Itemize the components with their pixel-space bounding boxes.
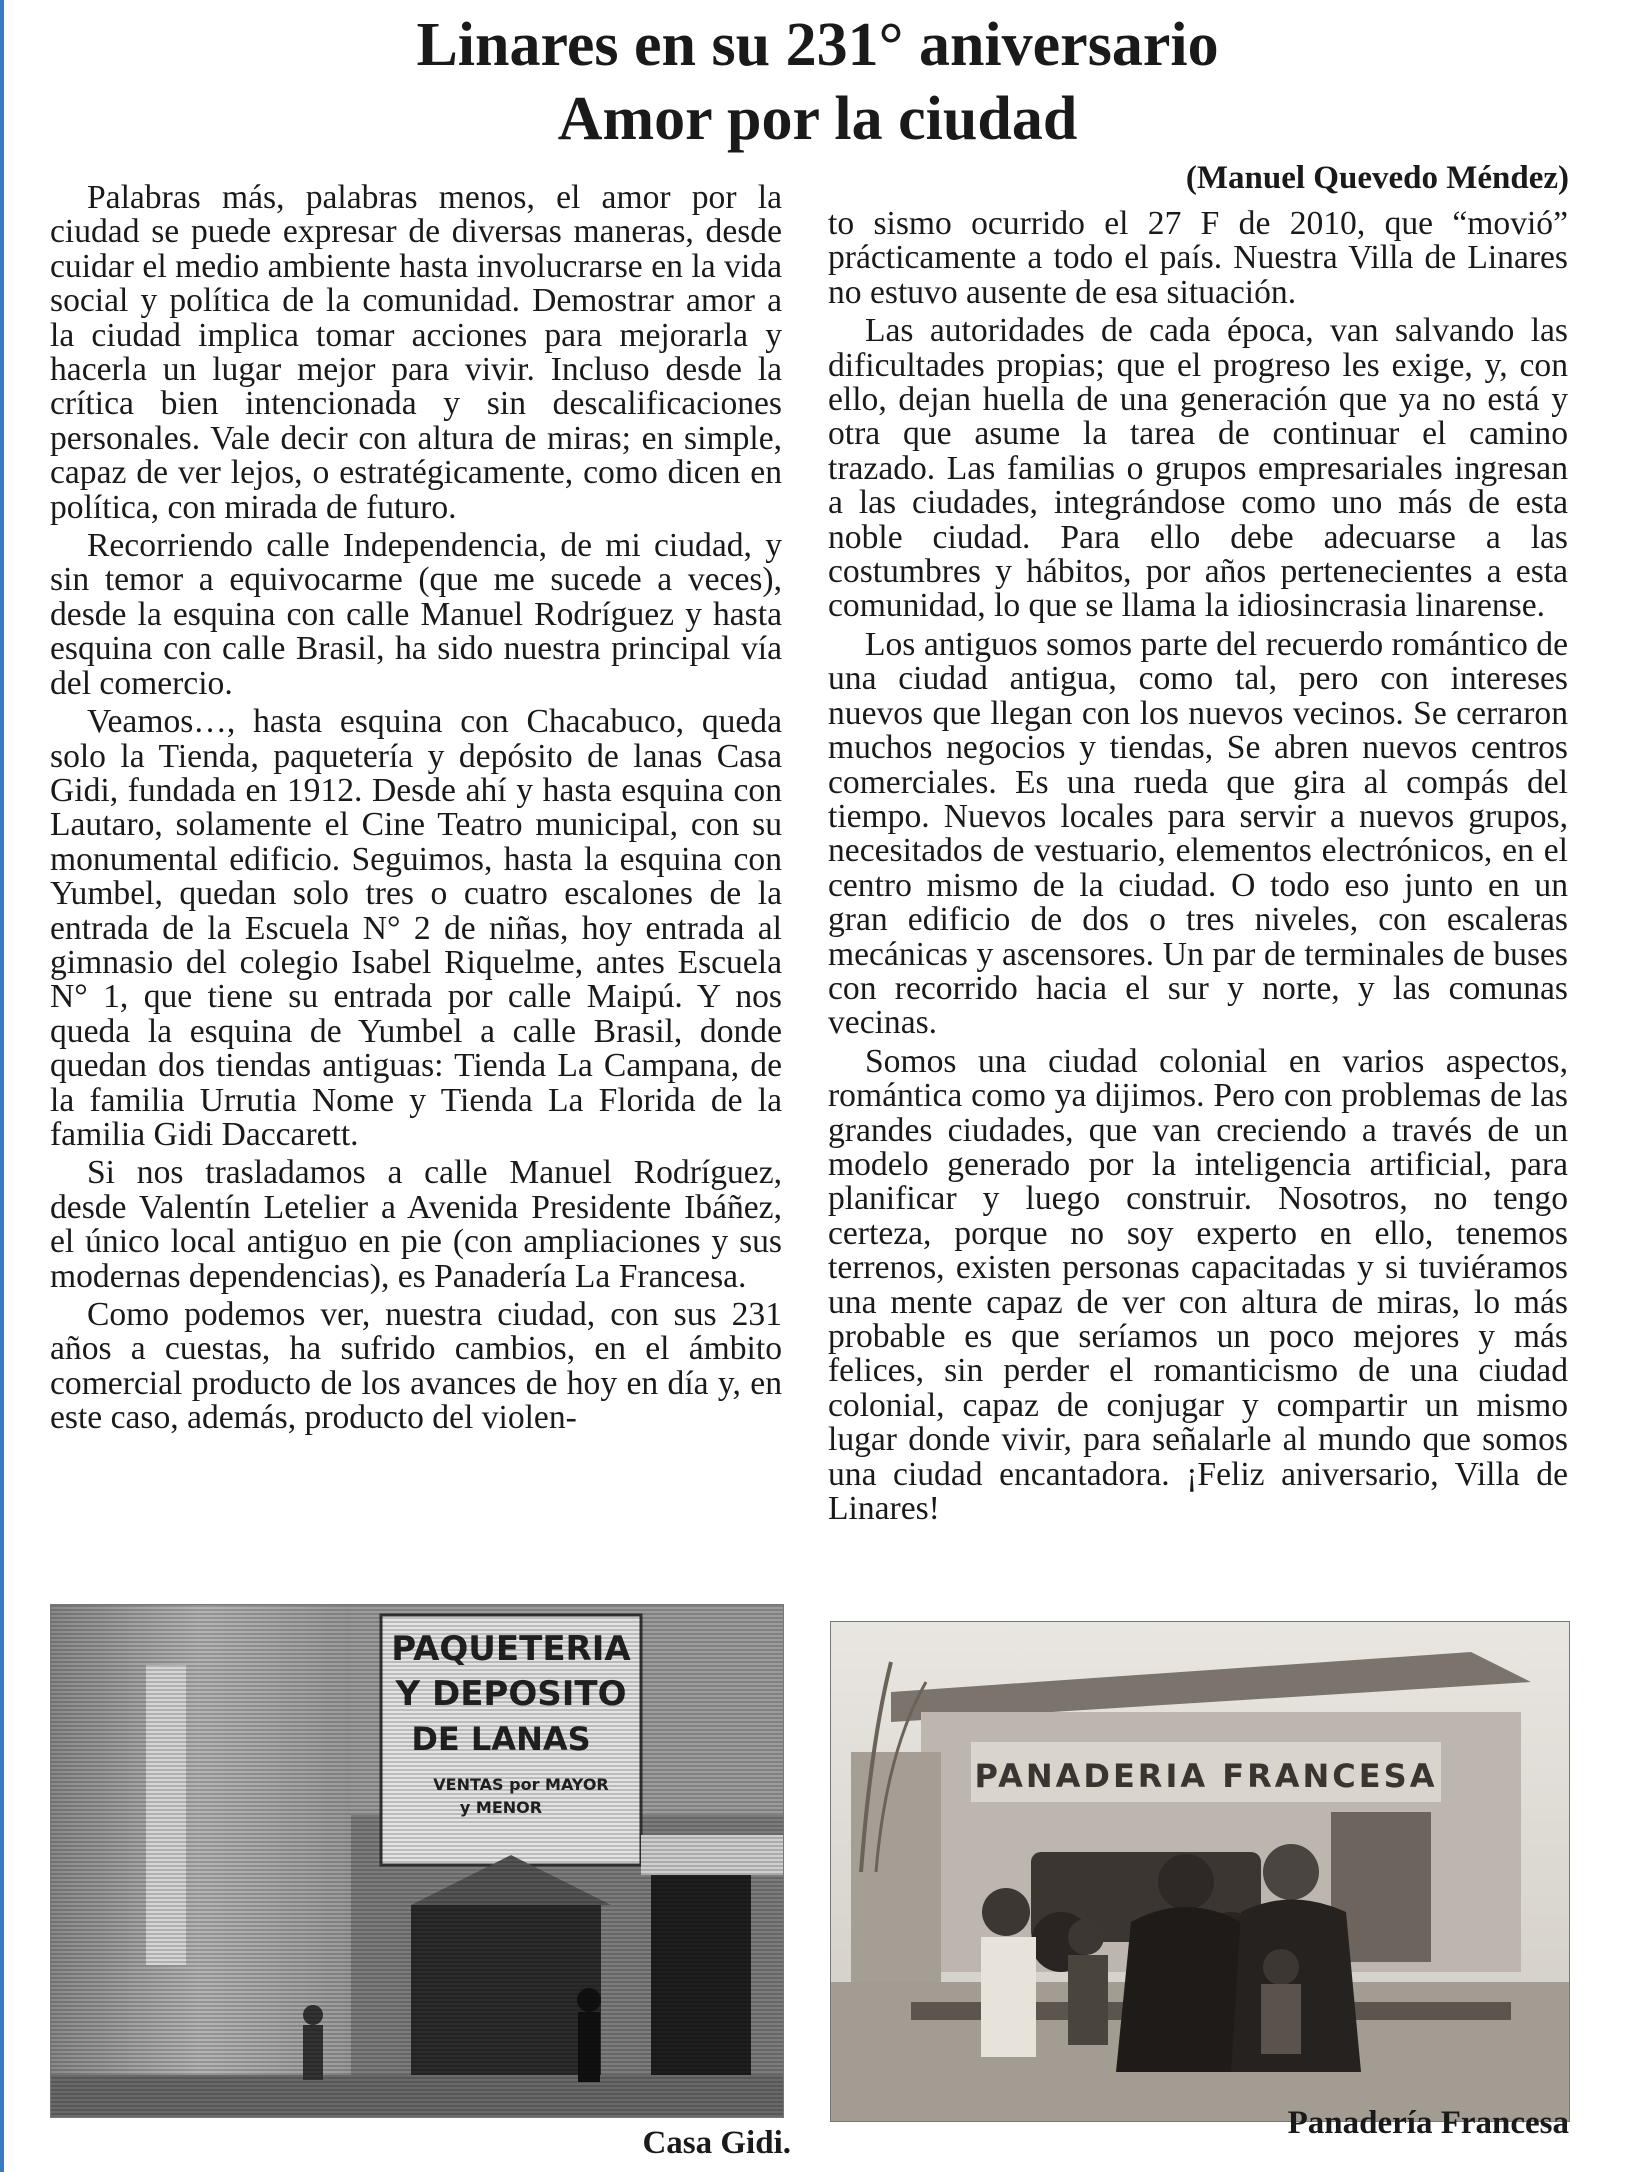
casa-gidi-photo	[50, 1604, 784, 2118]
body-paragraph: Palabras más, palabras menos, el amor por la ciudad se puede expresar de diversas maneras, desde cuidar el medio ambiente hasta involucrarse en la vida social y política de la comunidad. Demostrar amor a la ciudad implica tomar acciones para mejorarla y hacerla un lugar mejor para vivir. Incluso desde la crítica bien intencionada y sin descalificaciones personales. Vale decir con altura de miras; en simple, capaz de ver lejos, o estratégicamente, como dicen en política, con mirada de futuro.	[50, 179, 782, 526]
body-column-right	[828, 207, 1568, 1530]
article-subtitle: Amor por la ciudad	[557, 85, 1078, 153]
photo-caption-casa-gidi: Casa Gidi.	[642, 2125, 791, 2161]
body-paragraph: to sismo ocurrido el 27 F de 2010, que “movió” prácticamente a todo el país. Nuestra Villa de Linares no estuvo ausente de esa situación.	[828, 205, 1568, 311]
photo-caption-panaderia-francesa: Panadería Francesa	[1287, 2105, 1569, 2141]
panaderia-francesa-photo	[830, 1621, 1570, 2122]
body-paragraph: Veamos…, hasta esquina con Chacabuco, queda solo la Tienda, paquetería y depósito de lanas Casa Gidi, fundada en 1912. Desde ahí y hasta esquina con Lautaro, solamente el Cine Teatro municipal, con su monumental edificio. Seguimos, hasta la esquina con Yumbel, quedan solo tres o cuatro escalones de la entrada de la Escuela N° 2 de niñas, hoy entrada al gimnasio del colegio Isabel Riquelme, antes Escuela N° 1, que tiene su entrada por calle Maipú. Y nos queda la esquina de Yumbel a calle Brasil, donde quedan dos tiendas antiguas: Tienda La Campana, de la familia Urrutia Nome y Tienda La Florida de la familia Gidi Daccarett.	[50, 703, 782, 1153]
body-paragraph: Las autoridades de cada época, van salvando las dificultades propias; que el progreso les exige, y, con ello, dejan huella de una generación que ya no está y otra que asume la tarea de continuar el camino trazado. Las familias o grupos empresariales ingresan a las ciudades, integrándose como uno más de esta noble ciudad. Para ello debe adecuarse a las costumbres y hábitos, por años pertenecientes a esta comunidad, lo que se llama la idiosincrasia linarense.	[828, 312, 1568, 625]
author-byline: (Manuel Quevedo Méndez)	[1185, 160, 1569, 196]
body-paragraph: Como podemos ver, nuestra ciudad, con sus 231 años a cuestas, ha sufrido cambios, en el ámbito comercial producto de los avances de hoy en día y, en este caso, además, producto del violen-	[50, 1296, 782, 1437]
page-edge-rule	[0, 0, 4, 2172]
body-paragraph: Recorriendo calle Independencia, de mi ciudad, y sin temor a equivocarme (que me sucede a veces), desde la esquina con calle Manuel Rodríguez y hasta esquina con calle Brasil, ha sido nuestra principal vía del comercio.	[50, 527, 782, 702]
body-paragraph: Si nos trasladamos a calle Manuel Rodríguez, desde Valentín Letelier a Avenida Presidente Ibáñez, el único local antiguo en pie (con ampliaciones y sus modernas dependencias), es Panadería La Francesa.	[50, 1154, 782, 1295]
body-column-left	[50, 181, 782, 1440]
body-paragraph: Los antiguos somos parte del recuerdo romántico de una ciudad antigua, como tal, pero con intereses nuevos que llegan con los nuevos vecinos. Se cerraron muchos negocios y tiendas, Se abren nuevos centros comerciales. Es una rueda que gira al compás del tiempo. Nuevos locales para servir a nuevos grupos, necesitados de vestuario, elementos electrónicos, en el centro mismo de la ciudad. O todo eso junto en un gran edificio de dos o tres niveles, con escaleras mecánicas y ascensores. Un par de terminales de buses con recorrido hacia el sur y norte, y las comunas vecinas.	[828, 625, 1568, 1042]
article-title: Linares en su 231° aniversario	[416, 11, 1219, 79]
body-paragraph: Somos una ciudad colonial en varios aspectos, romántica como ya dijimos. Pero con problemas de las grandes ciudades, que van creciendo a través de un modelo generado por la inteligencia artificial, para planificar y luego construir. Nosotros, no tengo certeza, porque no soy experto en ello, tenemos terrenos, existen personas capacitadas y si tuviéramos una mente capaz de ver con altura de miras, lo más probable es que seríamos un poco mejores y más felices, sin perder el romanticismo de una ciudad colonial, capaz de conjugar y compartir un mismo lugar donde vivir, para señalarle al mundo que somos una ciudad encantadora. ¡Feliz aniversario, Villa de Linares!	[828, 1042, 1568, 1528]
sign-text: PANADERIA FRANCESA	[974, 1757, 1438, 1795]
